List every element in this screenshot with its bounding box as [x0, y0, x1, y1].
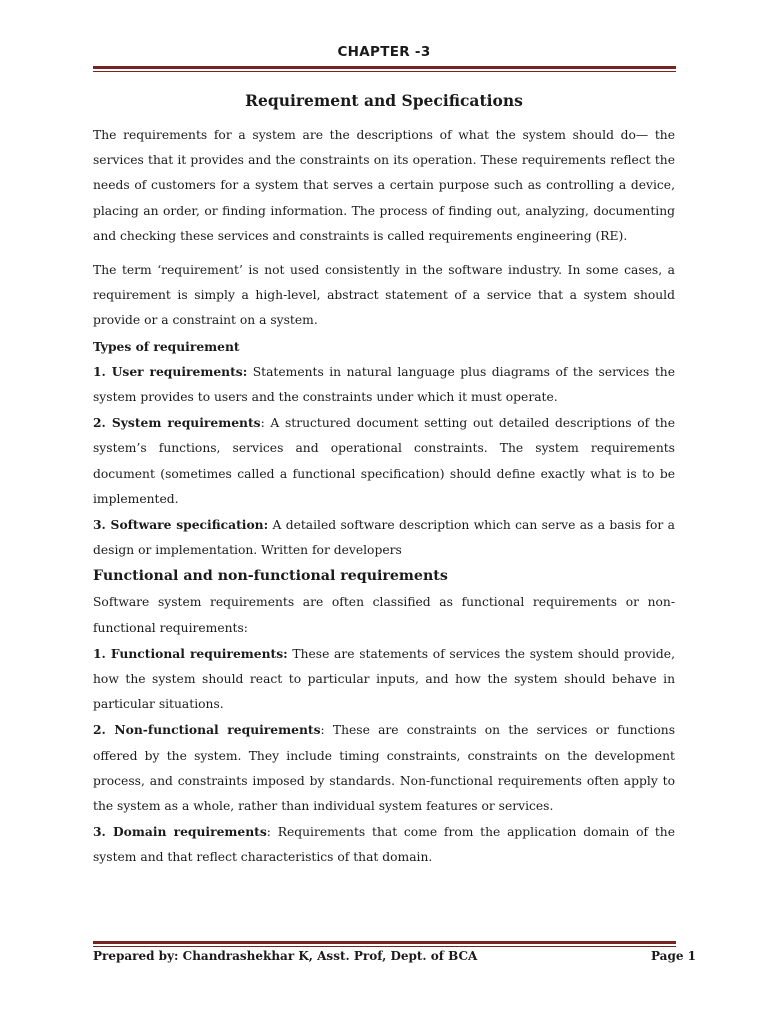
functional-item-text: : Requirements that come from the application domain of the system and that reflect characteristics of that domain. — [93, 825, 675, 865]
functional-item-domain — [93, 819, 675, 870]
functional-item-label: 1. Functional requirements: — [93, 645, 288, 661]
document-body — [93, 123, 675, 871]
functional-item-label: 2. Non-functional requirements — [93, 722, 321, 738]
page-title: Requirement and Specifications — [245, 91, 523, 110]
type-item-label: 2. System requirements — [93, 415, 261, 431]
header-rule-thin — [93, 71, 676, 72]
type-item-text: A detailed software description which can serve as a basis for a design or implementation. Written for developers — [93, 518, 675, 558]
functional-item-non-functional — [93, 717, 675, 819]
chapter-heading: CHAPTER -3 — [337, 44, 431, 60]
intro-paragraph-1: The requirements for a system are the descriptions of what the system should do— the services that it provides and the constraints on its operation. These requirements reflect the needs of customers for a system that serves a certain purpose such as controlling a device, placing an order, or finding information. The process of finding out, analyzing, documenting and checking these services and constraints is called requirements engineering (RE). — [93, 128, 675, 243]
functional-heading: Functional and non-functional requirements — [93, 568, 448, 585]
type-item-system — [93, 410, 675, 512]
types-heading: Types of requirement — [93, 338, 240, 354]
type-item-label: 1. User requirements: — [93, 363, 248, 379]
type-item-text: : A structured document setting out detailed descriptions of the system’s functions, services and operational constraints. The system requirements document (sometimes called a functional specification) should define exactly what is to be implemented. — [93, 416, 675, 506]
functional-intro: Software system requirements are often classified as functional requirements or non-functional requirements: — [93, 595, 675, 635]
intro-paragraph-2: The term ‘requirement’ is not used consistently in the software industry. In some cases, a requirement is simply a high-level, abstract statement of a service that a system should provide or a constraint on a system. — [93, 263, 675, 328]
functional-item-functional — [93, 641, 675, 718]
type-item-label: 3. Software specification: — [93, 517, 269, 533]
type-item-user — [93, 359, 675, 410]
footer-page-number: Page 1 — [650, 949, 696, 963]
type-item-software — [93, 512, 675, 563]
header-rule-thick — [93, 66, 676, 69]
functional-item-text: : These are constraints on the services or functions offered by the system. They include timing constraints, constraints on the development process, and constraints imposed by standards. Non-functional requirements often apply to the system as a whole, rather than individual system features or services. — [93, 723, 676, 814]
footer-prepared-by: Prepared by: Chandrashekhar K, Asst. Prof, Dept. of BCA — [93, 949, 478, 963]
functional-item-text: These are statements of services the system should provide, how the system should react to particular inputs, and how the system should behave in particular situations. — [93, 646, 675, 712]
footer-rule-thick — [93, 941, 676, 944]
footer-rule-thin — [93, 946, 676, 947]
type-item-text: Statements in natural language plus diagrams of the services the system provides to users and the constraints under which it must operate. — [93, 364, 675, 405]
functional-item-label: 3. Domain requirements — [93, 824, 267, 840]
